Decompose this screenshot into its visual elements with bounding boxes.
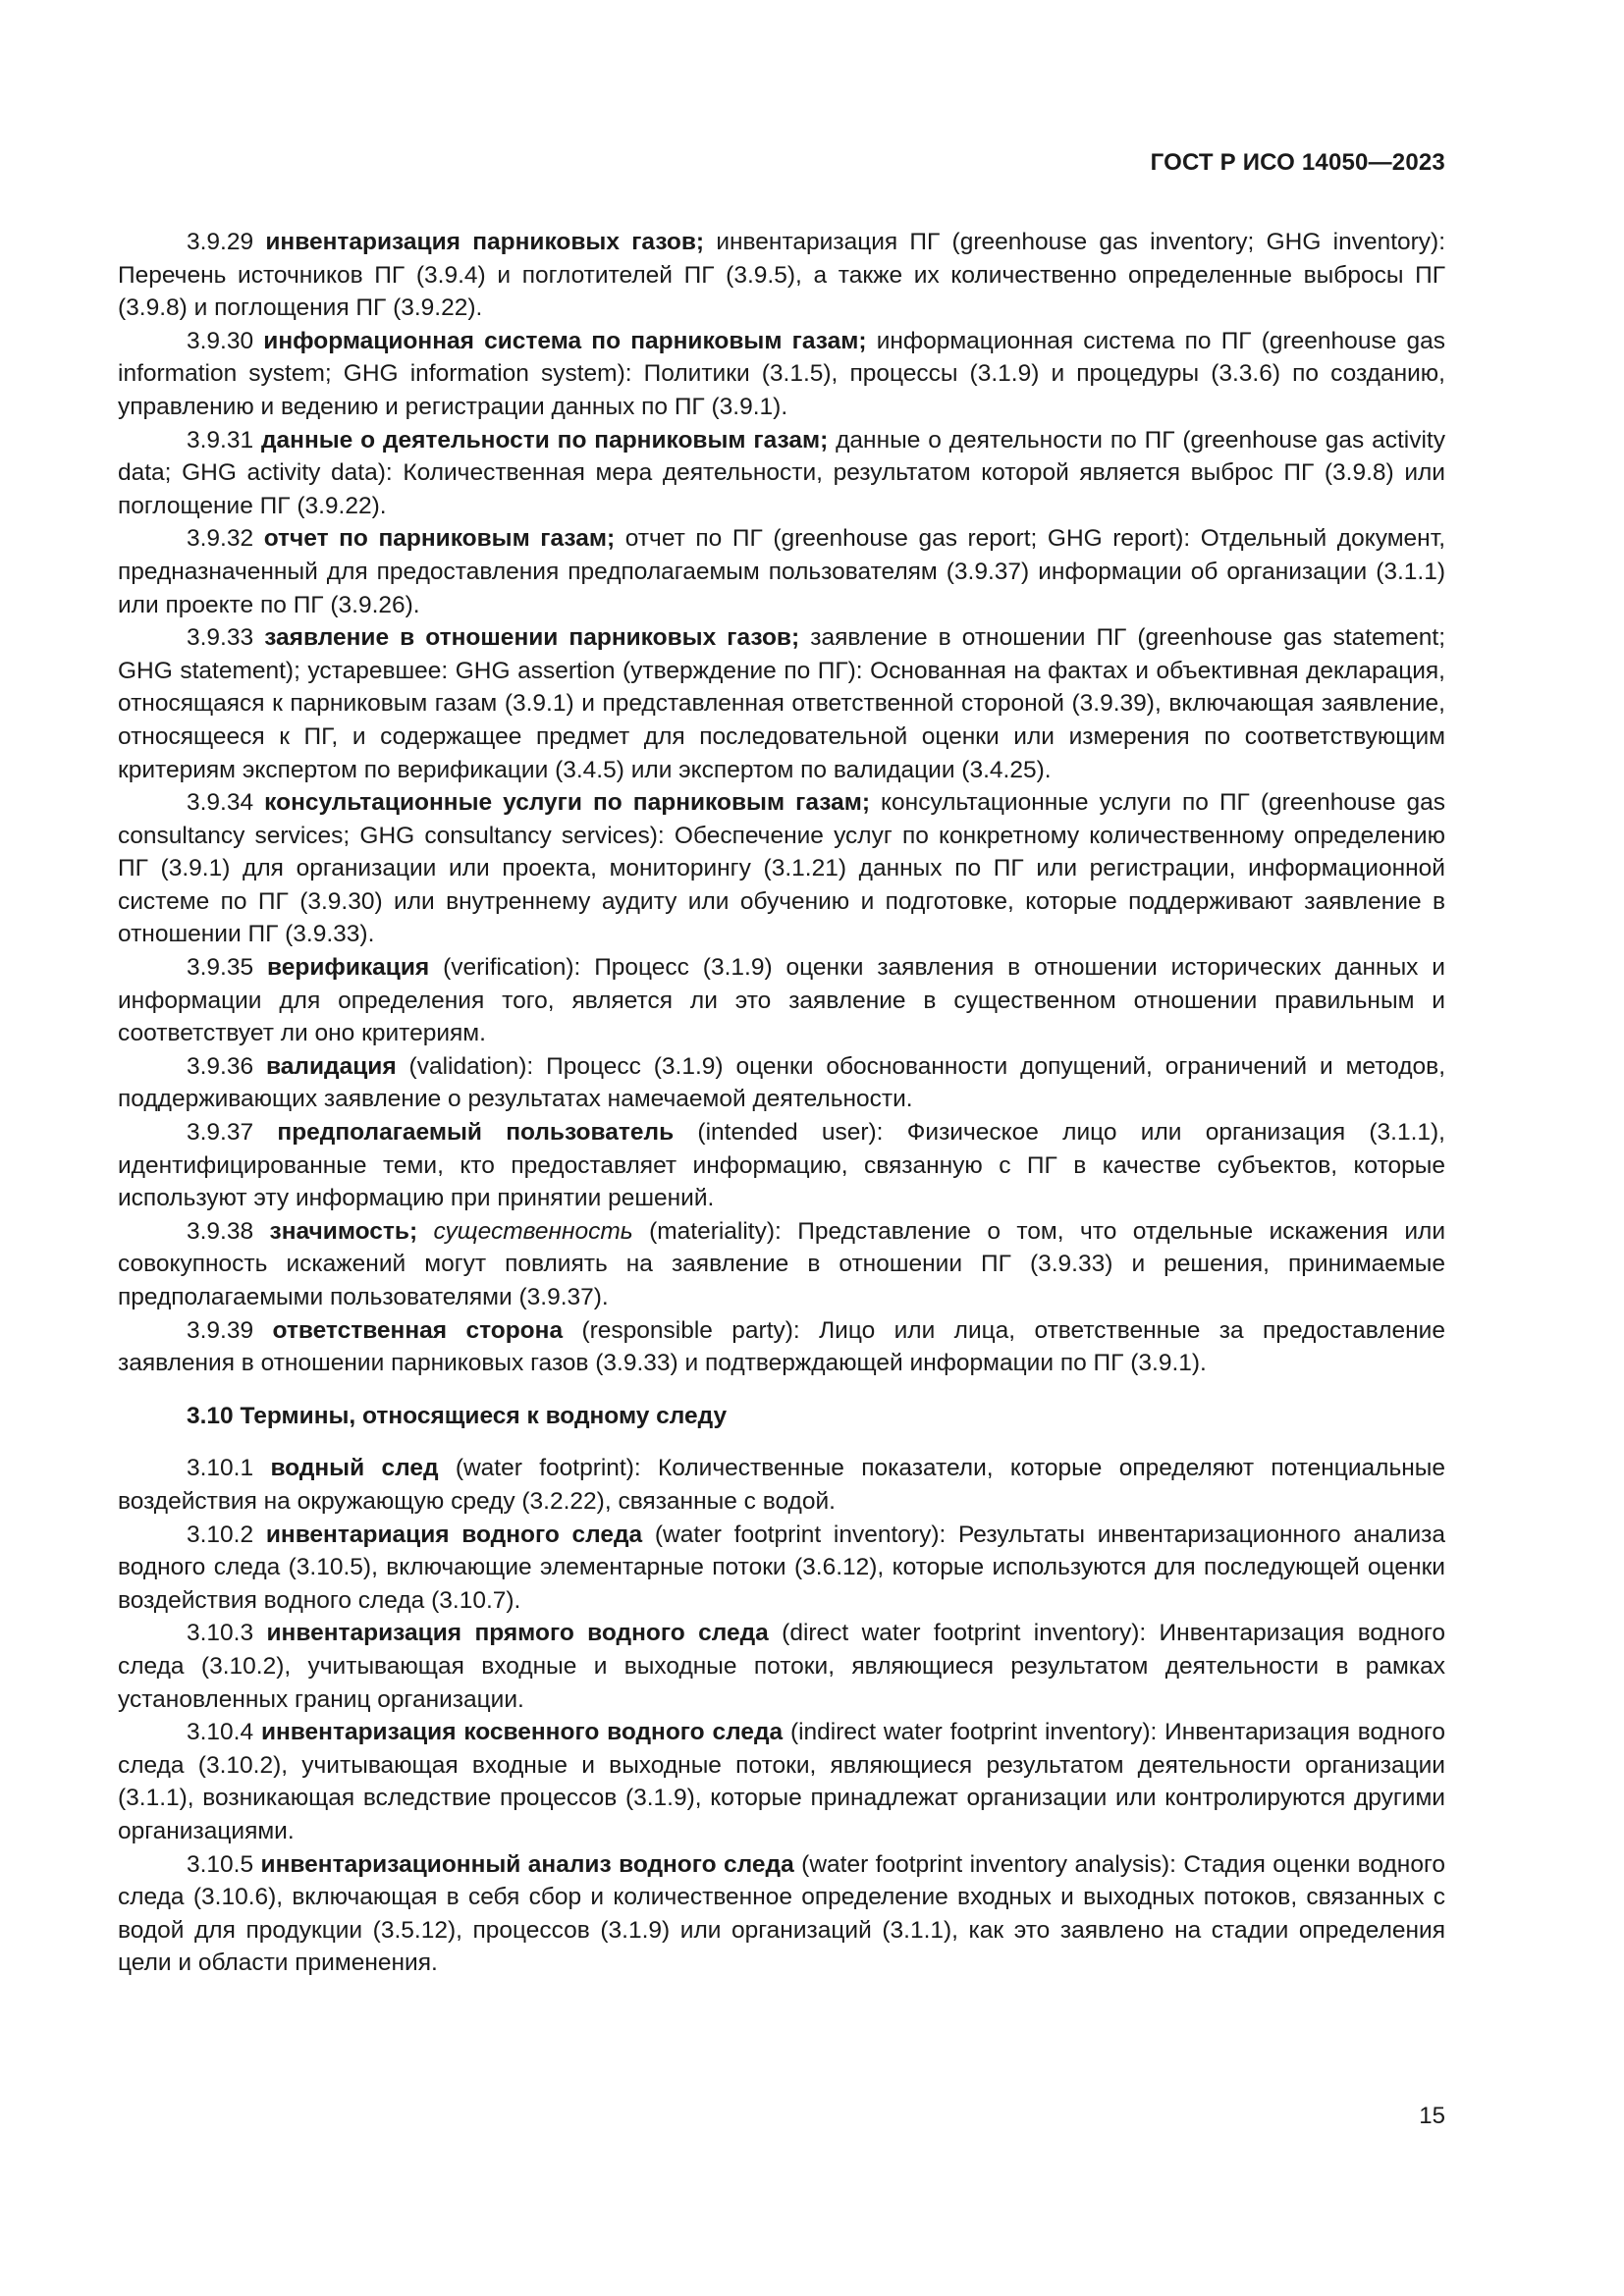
term-entry-3-10-1 — [118, 1452, 1445, 1518]
entry-number: 3.9.34 — [187, 789, 265, 817]
entry-number: 3.9.36 — [187, 1052, 267, 1080]
term-entry-3-9-35 — [118, 951, 1445, 1050]
entry-term: ответственная сторона — [272, 1316, 564, 1344]
page-number: 15 — [1419, 2103, 1445, 2129]
entry-definition: (responsible party): Лицо или лица, ответственные за предоставление заявления в отношении парниковых газов (3.9.33) и подтверждающей информации по ПГ (3.9.1). — [118, 1316, 1445, 1377]
entry-term: водный след — [270, 1455, 439, 1482]
entry-number: 3.9.37 — [187, 1119, 278, 1147]
term-entry-3-10-2 — [118, 1519, 1445, 1618]
entry-number: 3.9.38 — [187, 1217, 270, 1245]
entry-term: валидация — [266, 1052, 397, 1080]
entry-number: 3.9.35 — [187, 954, 267, 982]
entry-number: 3.10.3 — [187, 1620, 267, 1647]
entry-definition: (verification): Процесс (3.1.9) оценки заявления в отношении исторических данных и информации для определения того, является ли это заявление в существенном отношении правильным и соответствует ли оно критериям. — [118, 954, 1445, 1047]
entry-definition: (water footprint inventory): Результаты инвентаризационного анализа водного следа (3.10.5), включающие элементарные потоки (3.6.12), которые используются для последующей оценки воздействия водного следа (3.10.7). — [118, 1521, 1445, 1614]
term-entry-3-9-38 — [118, 1215, 1445, 1314]
section-heading-3-10: 3.10 Термины, относящиеся к водному следу — [187, 1402, 728, 1429]
entry-term: инвентаризационный анализ водного следа — [260, 1850, 794, 1878]
entry-term: верификация — [267, 954, 430, 982]
entry-term: инвентаризация прямого водного следа — [266, 1620, 769, 1647]
term-entry-3-9-29 — [118, 226, 1445, 325]
entry-number: 3.10.1 — [187, 1455, 271, 1482]
entry-number: 3.9.32 — [187, 525, 264, 553]
entry-definition: данные о деятельности по ПГ (greenhouse gas activity data; GHG activity data): Количественная мера деятельности, результатом которой является выброс ПГ (3.9.8) или поглощение ПГ (3.9.22). — [118, 426, 1445, 519]
entry-number: 3.10.2 — [187, 1521, 266, 1548]
entry-definition: заявление в отношении ПГ (greenhouse gas statement; GHG statement); устаревшее: GHG assertion (утверждение по ПГ): Основанная на фактах и объективная декларация, относящаяся к парниковым газам (3.9.1) и представленная ответственной стороной (3.9.39), включающая заявление, относящееся к ПГ, и содержащее предмет для последовательной оценки или измерения по соответствующим критериям экспертом по верификации (3.4.5) или экспертом по валидации (3.4.25). — [118, 624, 1445, 783]
term-entry-3-9-34 — [118, 786, 1445, 951]
entry-term: инвентаризация косвенного водного следа — [260, 1719, 784, 1746]
entry-definition: (direct water footprint inventory): Инвентаризация водного следа (3.10.2), учитывающая входные и выходные потоки, являющиеся результатом деятельности в рамках установленных границ организации. — [118, 1620, 1445, 1713]
entry-term: заявление в отношении парниковых газов; — [264, 624, 800, 652]
entry-definition: (materiality): Представление о том, что отдельные искажения или совокупность искажений могут повлиять на заявление в отношении ПГ (3.9.33) и решения, принимаемые предполагаемыми пользователями (3.9.37). — [118, 1217, 1445, 1310]
entry-term: инвентаризация парниковых газов; — [265, 229, 705, 255]
entry-definition: (validation): Процесс (3.1.9) оценки обоснованности допущений, ограничений и методов, поддерживающих заявление о результатах намечаемой деятельности. — [118, 1052, 1445, 1113]
entry-number: 3.9.31 — [187, 426, 261, 454]
term-entry-3-9-36 — [118, 1050, 1445, 1116]
entry-definition: консультационные услуги по ПГ (greenhouse gas consultancy services; GHG consultancy services): Обеспечение услуг по конкретному количественному определению ПГ (3.9.1) для организации или проекта, мониторингу (3.1.21) данных по ПГ или регистрации, информационной системе по ПГ (3.9.30) или внутреннему аудиту или обучению и подготовке, которые поддерживают заявление в отношении ПГ (3.9.33). — [118, 789, 1445, 948]
term-entry-3-10-5 — [118, 1848, 1445, 1980]
entry-term: консультационные услуги по парниковым газам; — [264, 789, 871, 817]
standard-header: ГОСТ Р ИСО 14050—2023 — [1150, 149, 1445, 176]
term-entry-3-10-3 — [118, 1617, 1445, 1716]
term-entry-3-9-31 — [118, 424, 1445, 523]
entry-definition: инвентаризация ПГ (greenhouse gas inventory; GHG inventory): Перечень источников ПГ (3.9.4) и поглотителей ПГ (3.9.5), а также их количественно определенные выбросы ПГ (3.9.8) и поглощения ПГ (3.9.22). — [118, 229, 1445, 322]
term-entry-3-9-33 — [118, 621, 1445, 786]
term-entry-3-9-32 — [118, 522, 1445, 621]
entry-definition: (intended user): Физическое лицо или организация (3.1.1), идентифицированные теми, кто предоставляет информацию, связанную с ПГ в качестве субъектов, которые используют эту информацию при принятии решений. — [118, 1119, 1445, 1212]
term-entry-3-9-37 — [118, 1116, 1445, 1215]
entry-number: 3.9.30 — [187, 327, 264, 354]
entry-definition: (water footprint): Количественные показатели, которые определяют потенциальные воздействия на окружающую среду (3.2.22), связанные с водой. — [118, 1455, 1445, 1515]
entry-definition: (indirect water footprint inventory): Инвентаризация водного следа (3.10.2), учитывающая входные и выходные потоки, являющиеся результатом деятельности организации (3.1.1), возникающая вследствие процессов (3.1.9), которые принадлежат организации или контролируются другими организациями. — [118, 1719, 1446, 1844]
entry-definition: отчет по ПГ (greenhouse gas report; GHG report): Отдельный документ, предназначенный для предоставления предполагаемым пользователям (3.9.37) информации об организации (3.1.1) или проекте по ПГ (3.9.26). — [118, 525, 1446, 618]
entry-term: данные о деятельности по парниковым газам; — [260, 426, 829, 454]
entry-term: отчет по парниковым газам; — [263, 525, 616, 553]
entry-term: инвентариация водного следа — [265, 1521, 643, 1548]
entry-number: 3.10.4 — [187, 1719, 261, 1746]
entry-number: 3.9.29 — [187, 229, 266, 255]
entry-number: 3.9.39 — [187, 1316, 273, 1344]
entry-term: предполагаемый пользователь — [277, 1119, 675, 1147]
entry-definition: (water footprint inventory analysis): Стадия оценки водного следа (3.10.6), включающая в себя сбор и количественное определение входных и выходных потоков, связанных с водой для продукции (3.5.12), процессов (3.1.9) или организаций (3.1.1), как это заявлено на стадии определения цели и области применения. — [118, 1850, 1445, 1977]
entry-number: 3.9.33 — [187, 624, 265, 652]
entry-term: значимость; — [269, 1217, 418, 1245]
term-entry-3-10-4 — [118, 1716, 1445, 1847]
entry-synonym: существенность — [433, 1217, 633, 1245]
entry-number: 3.10.5 — [187, 1850, 261, 1878]
entry-definition: информационная система по ПГ (greenhouse gas information system; GHG information system): Политики (3.1.5), процессы (3.1.9) и процедуры (3.3.6) по созданию, управлению и ведению и регистрации данных по ПГ (3.9.1). — [118, 327, 1445, 420]
entry-term: информационная система по парниковым газам; — [263, 327, 867, 354]
term-entry-3-9-39 — [118, 1314, 1445, 1380]
body-text — [118, 226, 1445, 1980]
term-entry-3-9-30 — [118, 325, 1445, 424]
